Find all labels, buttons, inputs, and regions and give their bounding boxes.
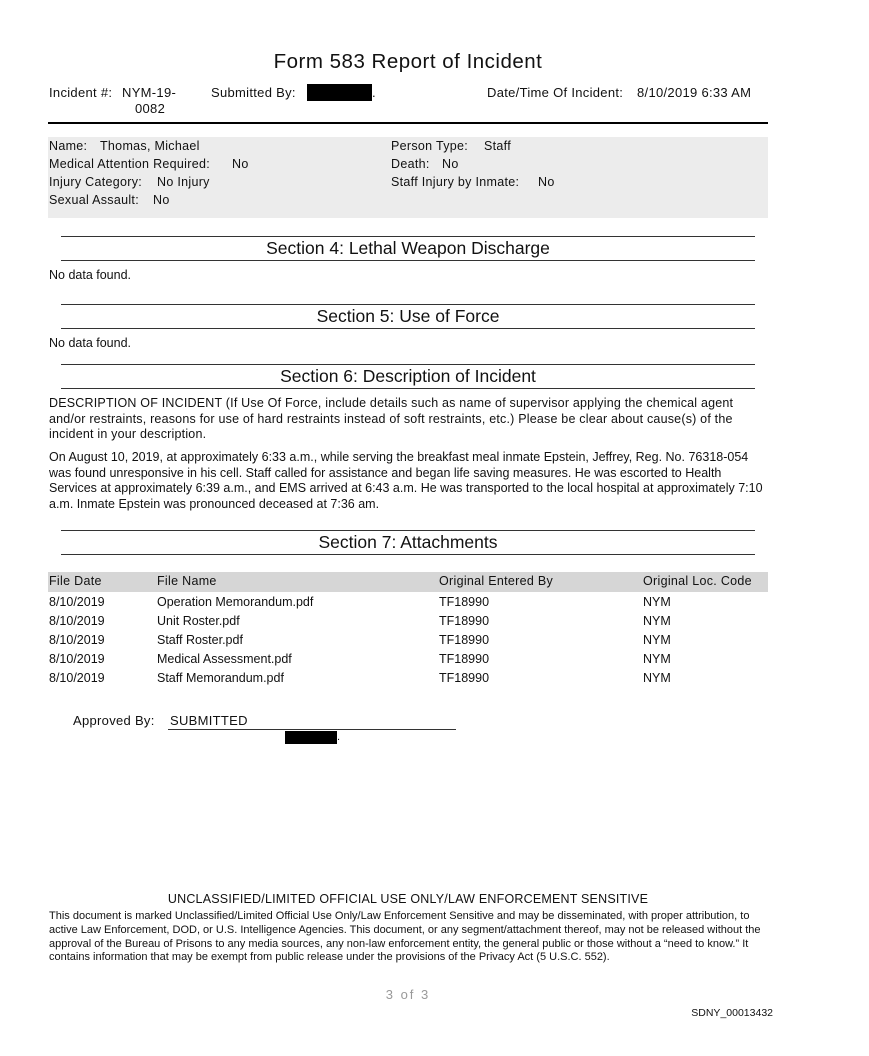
- file-name-cell: Medical Assessment.pdf: [157, 652, 292, 666]
- file-date-cell: 8/10/2019: [49, 671, 105, 685]
- page-title: Form 583 Report of Incident: [273, 50, 543, 73]
- file-date-cell: 8/10/2019: [49, 652, 105, 666]
- approval-signature-line: [168, 729, 456, 730]
- page-number: 3 of 3: [385, 987, 431, 1002]
- person-type-value: Staff: [484, 139, 511, 153]
- datetime-label: Date/Time Of Incident:: [487, 85, 624, 100]
- file-date-cell: 8/10/2019: [49, 614, 105, 628]
- entered-by-cell: TF18990: [439, 614, 490, 628]
- file-name-cell: Staff Roster.pdf: [157, 633, 243, 647]
- section-rule: [61, 260, 755, 261]
- section-7-title: Section 7: Attachments: [318, 532, 498, 552]
- incident-narrative: On August 10, 2019, at approximately 6:33 a.m., while serving the breakfast meal inmate Epstein, Jeffrey, Reg. No. 76318-054 was found unresponsive in his cell. Staff called for assistance and began life saving measures. He was escorted to Health Services at approximately 6:39 a.m., and EMS arrived at 6:43 a.m. He was transported to the local hospital at approximately 7:10 a.m. Inmate Epstein was pronounced deceased at 7:36 am.: [49, 450, 763, 511]
- column-header: File Name: [157, 574, 217, 588]
- incident-number-line2: 0082: [135, 101, 166, 116]
- entered-by-cell: TF18990: [439, 652, 490, 666]
- medical-attention-label: Medical Attention Required:: [49, 157, 210, 171]
- section-4-title: Section 4: Lethal Weapon Discharge: [266, 238, 550, 258]
- bates-number: SDNY_00013432: [691, 1007, 773, 1019]
- file-date-cell: 8/10/2019: [49, 633, 105, 647]
- file-name-cell: Unit Roster.pdf: [157, 614, 240, 628]
- section-rule: [61, 530, 755, 531]
- name-label: Name:: [49, 139, 88, 153]
- sexual-assault-label: Sexual Assault:: [49, 193, 139, 207]
- loc-code-cell: NYM: [643, 595, 671, 609]
- header-divider: [48, 122, 768, 124]
- classification-banner: UNCLASSIFIED/LIMITED OFFICIAL USE ONLY/LAW ENFORCEMENT SENSITIVE: [167, 892, 649, 906]
- person-type-label: Person Type:: [391, 139, 469, 153]
- column-header: File Date: [49, 574, 102, 588]
- death-label: Death:: [391, 157, 430, 171]
- section-rule: [61, 364, 755, 365]
- file-name-cell: Operation Memorandum.pdf: [157, 595, 314, 609]
- entered-by-cell: TF18990: [439, 595, 490, 609]
- submitted-by-suffix: .: [372, 85, 376, 100]
- injury-category-value: No Injury: [157, 175, 210, 189]
- section-5-title: Section 5: Use of Force: [316, 306, 500, 326]
- column-header: Original Entered By: [439, 574, 554, 588]
- section-rule: [61, 554, 755, 555]
- redaction-box: [307, 84, 372, 101]
- submitted-by-label: Submitted By:: [211, 85, 296, 100]
- description-instructions: DESCRIPTION OF INCIDENT (If Use Of Force, include details such as name of supervisor applying the chemical agent and/or restraints, reasons for use of hard restraints instead of soft restraints, etc.) Please be clear about cause(s) of the incident in your description.: [49, 396, 734, 441]
- section-rule: [61, 328, 755, 329]
- section-rule: [61, 388, 755, 389]
- injury-category-label: Injury Category:: [49, 175, 143, 189]
- incident-number-line1: NYM-19-: [122, 85, 177, 100]
- redaction-box: [285, 731, 337, 744]
- column-header: Original Loc. Code: [643, 574, 752, 588]
- staff-injury-label: Staff Injury by Inmate:: [391, 175, 520, 189]
- staff-injury-value: No: [538, 175, 555, 189]
- name-value: Thomas, Michael: [100, 139, 200, 153]
- entered-by-cell: TF18990: [439, 633, 490, 647]
- approval-suffix: .: [337, 731, 341, 743]
- section-rule: [61, 304, 755, 305]
- file-name-cell: Staff Memorandum.pdf: [157, 671, 284, 685]
- entered-by-cell: TF18990: [439, 671, 490, 685]
- section-6-title: Section 6: Description of Incident: [280, 366, 536, 386]
- loc-code-cell: NYM: [643, 652, 671, 666]
- approved-by-value: SUBMITTED: [170, 713, 248, 728]
- medical-attention-value: No: [232, 157, 249, 171]
- section-5-body: No data found.: [49, 336, 132, 350]
- dissemination-notice: This document is marked Unclassified/Limited Official Use Only/Law Enforcement Sensitive and may be disseminated, with proper attribution, to active Law Enforcement, DOD, or U.S. Intelligence Agencies. This document, or any segment/attachment thereof, may not be released without the approval of the Bureau of Prisons to any media sources, any non-law enforcement entity, the general public or those without a “need to know.” It contains information that may be exempt from public release under the provisions of the Privacy Act (5 U.S.C. 552).: [49, 910, 761, 964]
- approved-by-label: Approved By:: [73, 713, 155, 728]
- death-value: No: [442, 157, 459, 171]
- datetime-value: 8/10/2019 6:33 AM: [637, 85, 752, 100]
- sexual-assault-value: No: [153, 193, 170, 207]
- section-rule: [61, 236, 755, 237]
- loc-code-cell: NYM: [643, 633, 671, 647]
- file-date-cell: 8/10/2019: [49, 595, 105, 609]
- incident-number-label: Incident #:: [49, 85, 113, 100]
- loc-code-cell: NYM: [643, 671, 671, 685]
- loc-code-cell: NYM: [643, 614, 671, 628]
- section-4-body: No data found.: [49, 268, 132, 282]
